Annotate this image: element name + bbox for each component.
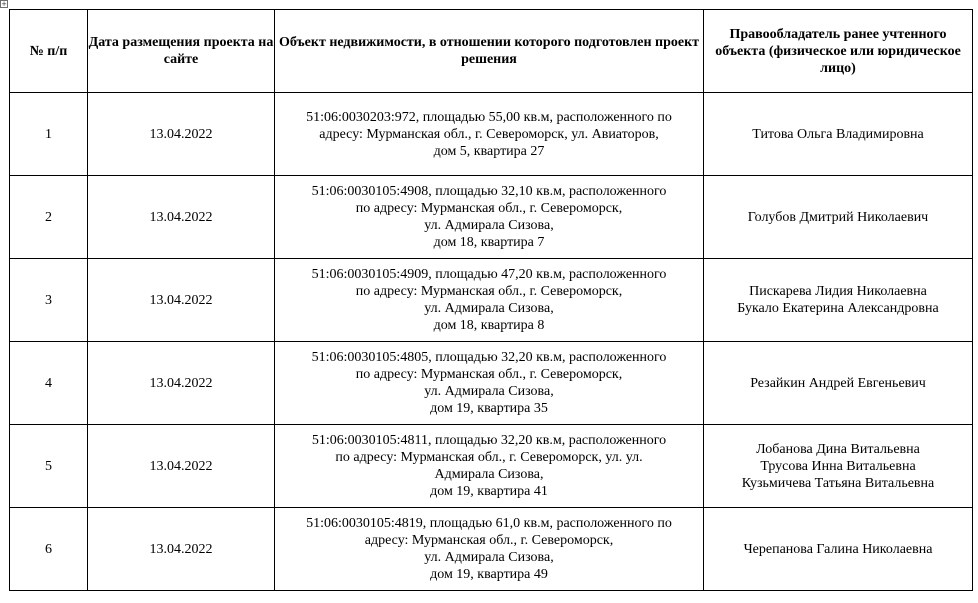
object-line: ул. Адмирала Сизова,	[424, 384, 554, 399]
cell-object	[275, 176, 704, 259]
cell-object	[275, 93, 704, 176]
table-row	[10, 259, 973, 342]
object-line: 51:06:0030105:4908, площадью 32,10 кв.м, расположенного	[311, 184, 667, 199]
owner-name: Кузьмичева Татьяна Витальевна	[741, 475, 935, 491]
cell-date: 13.04.2022	[88, 508, 275, 591]
object-line: по адресу: Мурманская обл., г. Североморск,	[355, 284, 623, 299]
object-line: 51:06:0030105:4909, площадью 47,20 кв.м, расположенного	[311, 267, 667, 282]
owner-name: Резайкин Андрей Евгеньевич	[750, 375, 926, 391]
cell-num: 1	[10, 93, 88, 176]
object-line: 51:06:0030203:972, площадью 55,00 кв.м, расположенного по	[306, 109, 672, 125]
object-line: ул. Адмирала Сизова,	[424, 218, 554, 233]
object-line: адресу: Мурманская обл., г. Североморск,	[364, 533, 614, 548]
cell-num: 5	[10, 425, 88, 508]
cell-date: 13.04.2022	[88, 176, 275, 259]
cell-num: 6	[10, 508, 88, 591]
cell-num: 3	[10, 259, 88, 342]
owner-name: Лобанова Дина Витальевна	[756, 441, 920, 457]
object-line: ул. Адмирала Сизова,	[424, 550, 554, 565]
cell-owner	[704, 259, 973, 342]
object-line: по адресу: Мурманская обл., г. Североморск,	[355, 201, 623, 216]
cell-owner	[704, 342, 973, 425]
owner-name: Черепанова Галина Николаевна	[743, 541, 933, 557]
object-line: дом 19, квартира 49	[430, 567, 548, 582]
object-line: 51:06:0030105:4819, площадью 61,0 кв.м, расположенного по	[306, 516, 672, 531]
table-row	[10, 93, 973, 176]
projects-table	[9, 9, 973, 591]
owner-name: Трусова Инна Витальевна	[760, 458, 916, 474]
header-owner: Правообладатель ранее учтенного объекта (физическое или юридическое лицо)	[704, 10, 973, 93]
object-line: дом 19, квартира 41	[430, 484, 548, 499]
table-row	[10, 342, 973, 425]
header-date: Дата размещения проекта на сайте	[88, 10, 275, 93]
owner-name: Пискарева Лидия Николаевна	[749, 284, 927, 299]
object-line: дом 19, квартира 35	[430, 401, 548, 416]
cell-date: 13.04.2022	[88, 425, 275, 508]
object-line: Адмирала Сизова,	[434, 467, 544, 482]
cell-date: 13.04.2022	[88, 259, 275, 342]
table-move-handle-icon[interactable]: +	[1, 0, 7, 8]
header-num: № п/п	[10, 10, 88, 93]
object-line: дом 18, квартира 8	[433, 318, 545, 333]
object-line: дом 18, квартира 7	[433, 235, 545, 250]
cell-object	[275, 425, 704, 508]
owner-name: Титова Ольга Владимировна	[752, 126, 924, 142]
object-line: дом 5, квартира 27	[433, 143, 545, 159]
table-header-row	[10, 10, 973, 93]
object-line: по адресу: Мурманская обл., г. Североморск,	[355, 367, 623, 382]
cell-date: 13.04.2022	[88, 93, 275, 176]
object-line: по адресу: Мурманская обл., г. Североморск, ул. ул.	[335, 450, 643, 465]
cell-date: 13.04.2022	[88, 342, 275, 425]
object-line: 51:06:0030105:4805, площадью 32,20 кв.м, расположенного	[311, 350, 667, 365]
cell-owner	[704, 508, 973, 591]
cell-object	[275, 259, 704, 342]
table-row	[10, 508, 973, 591]
table-row	[10, 176, 973, 259]
cell-num: 2	[10, 176, 88, 259]
header-object: Объект недвижимости, в отношении которого подготовлен проект решения	[275, 10, 704, 93]
cell-owner	[704, 176, 973, 259]
owner-name: Букало Екатерина Александровна	[737, 301, 939, 316]
cell-object	[275, 342, 704, 425]
object-line: ул. Адмирала Сизова,	[424, 301, 554, 316]
cell-num: 4	[10, 342, 88, 425]
object-line: адресу: Мурманская обл., г. Североморск, ул. Авиаторов,	[319, 126, 659, 142]
cell-object	[275, 508, 704, 591]
table-row	[10, 425, 973, 508]
cell-owner	[704, 93, 973, 176]
owner-name: Голубов Дмитрий Николаевич	[747, 209, 929, 225]
object-line: 51:06:0030105:4811, площадью 32,20 кв.м, расположенного	[311, 433, 667, 448]
cell-owner	[704, 425, 973, 508]
